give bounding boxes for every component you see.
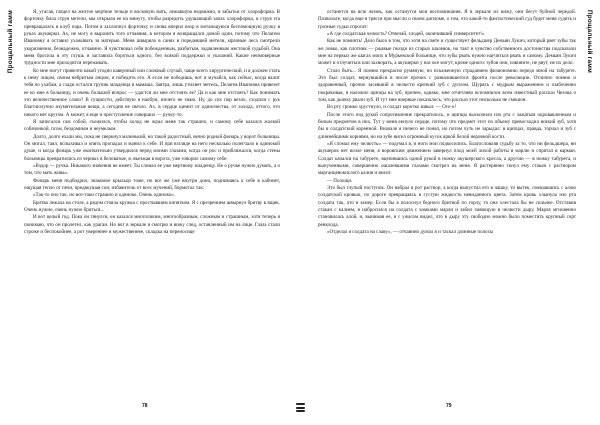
paragraph: «Отделал я солдата на славу», — отчаянно думал я и таскал длинные полосы (327, 228, 494, 235)
paragraph: Как не помнить! Дело было в том, что хотя на свете и существует фельдшер Демьян Лукич, который рвет зубы так же ловко, как плотник — ржавые гвозди из старых шалевок, но такт и чувство собственного достоинства подсказали мне на первых же шагах моих в Мурьевской больнице, что зубы рвать нужно научиться рвать и самому. Демьян Лукич может и отлучиться или захворать, а акушерки у нас все могут, кроме одного: зубов они, извините, не рвут, не их дело. (318, 38, 576, 67)
paragraph: «Так-то оно так, но все-таки страшно и одиноко. Очень одиноко». (33, 192, 176, 199)
page-number-left: 78 (142, 403, 148, 409)
paragraph: «А где солдатская челюсть? Отвечай, злодей, окончивший университет!» (327, 30, 485, 37)
right-page (300, 0, 600, 425)
paragraph: Фонарь меня подбодрил, знакомое крыльцо тоже, но все же уже внутри дома, поднимаясь к себе в кабинет, ощущая тепло от печи, предвкушая сон, избавитель от всех мучений, бормотал так: (24, 177, 280, 191)
left-page-text (24, 9, 280, 401)
menu-icon-bar (296, 407, 305, 409)
right-page-text (318, 9, 576, 401)
menu-icon-bar (296, 403, 305, 405)
paragraph: останется на всю жизнь, как останутся мои воспоминания. Я в зеркале их вижу, они бегут буйной чередой. Позвольте, когда еще я трясся при мысли о своем дипломе, о том, что какой-то фантастический суд будет меня судить и грозные судьи спросят: (318, 9, 576, 30)
menu-icon[interactable] (296, 403, 305, 412)
paragraph: Это был глупый поступок. Он набрал в рот раствор, а когда выпустил его в чашку, то вытек, смешавшись с алою солдатской кровью, по дороге превращаясь в густую жидкость невиданного цвета. Затем кровь хлынула изо рта солдата так, что я замер. Если бы я полоснул бедного бритвой по горлу, то она хлестала бы не сильнее. Отставив стакан с калием, я набросился на солдата с комками марли и забил зияющую в челюсти дыру. Марля мгновенно становилась алой, и, вынимая ее, я с ужасом видел, что в дыру эту свободно можно было поместить крупный сорт ренклода. (318, 184, 576, 228)
running-head-left: Прощальный гамм (7, 10, 14, 74)
menu-icon-bar (296, 410, 305, 412)
page-number-right: 79 (446, 403, 452, 409)
paragraph: «Вздор — ручка. Никакого значения не имеет. Ты сломал ее уже мертвому младенцу. Не о ручке нужно думать, а о том, что мать жива». (24, 162, 280, 177)
paragraph: Долго, долго ехали мы, пока не сверкнул маленький, но такой радостный, вечно родной фонарь у ворот больницы. Он мигал, таял, вспыхивал и опять пропадал и манил к себе. И при взгляде на него несколько полегчало в одинокой душе, и когда фонарь уже окончательно утвердился перед моими глазами, когда он рос и приближался, когда стены больницы превратились из черных в беловатые, я, въезжая в ворота, уже говорил самому себе: (24, 133, 280, 162)
paragraph: Я, угасая, глядел на желтое мертвое тельце и восковую мать, лежавшую недвижно, в забытьи от хлороформа. В форточку била струя метели, мы открыли ее на минуту, чтобы разредить удушающий запах хлороформа, и струя эта превращалась в клуб пара. Потом я захлопнул форточку и снова вперил взор в мотающуюся беспомощную ручку в руках акушерки. Ах, не могу я выразить того отчаяния, в котором я возвращался домой один, потому что Пелагею Ивановну я оставил ухаживать за матерью. Меня швыряло в санях в поредевшей метели, мрачные леса смотрели укоризненно, безнадежно, отчаянно. Я чувствовал себя побежденным, разбитым, задавленным жестокой судьбой. Она меня бросила в эту глушь и заставила бороться одного, без всякой поддержки и указаний. Какие неимоверные трудности мне приходится переживать. (24, 9, 280, 67)
running-head-right: Прощальный гамм (586, 10, 593, 74)
paragraph: Я записался сам собой, съежился, чтобы холод не жрал меня так страшно, и самому себе казался жалкой собачонкой, псом, бездомным и неумелым. (24, 118, 280, 133)
paragraph: Ко мне могут привезти какой угодно каверзный или сложный случай, чаще всего хирургический, и я должен стать к нему лицом, своим небритым лицом, и победить его. А если не победишь, вот и мучайся, как сейчас, когда валит тебя по ухабам, а сзади остался трупик младенца и мамаша. Завтра, лишь утихнет метель, Пелагея Ивановна привезет ее ко мне в больницу, и очень большой вопрос — удастся ли мне отстоять ее? Да и как мне отстоять? Как понимать это величественное слово? В сущности, действую я наобум, ничего не знаю. Ну, до сих пор везло, сходили с рук благополучно изумительные вещи, а сегодня не свезло. Ах, в сердце щемит от одиночества, от холода, оттого, что никого нет кругом. А может, я еще и преступление совершил — ручку-то. (24, 67, 280, 118)
paragraph: Стало быть... Я помню прекрасно румяную, но искаженную страданием физиономию передо мной на табурете. Это был солдат, вернувшийся в числе прочих с развалившегося фронта после революции. Отлично помню и здоровенный, прочно засевший в челюсти крепкий зуб с дуплом. Щурясь с мудрым выражением и озабоченно покрякивая, я наложил щипцы на зуб, причем, однако, мне отчетливо вспомнился всем известный рассказ Чехова о том, как дьячку рвали зуб. И тут мне впервые показалось, что рассказ этот нисколько не смешон. (318, 67, 576, 103)
paragraph: И вот целый год. Пока он тянулся, он казался многоликим, многообразным, сложным и страшным, хотя теперь я понимаю, что он пролетел, как ураган. Но вот в зеркале я смотрю и вижу след, оставленный им на лице. Глаза стали строже и беспокойнее, а рот увереннее и мужественнее, складка на переносице (24, 214, 280, 235)
paragraph: Во рту громко хрустнуло, и солдат коротко взвыл: — Ого-о! (327, 104, 457, 111)
paragraph: «Я сломал ему челюсть» — подумал я, и ноги мои подкосились. Благословляя судьбу за то, что ни фельдшера, ни акушерок нет возле меня, я воровским движением завернул плод моей лихой работы в марлю и спрятал в карман. Солдат качался на табурете, вцепившись одной рукой в ножку акушерского кресла, а другою — в ножку табурета, и выпученными, совершенно ошалевшими глазами смотрел на меня. Я растерянно ткнул ему стакан с раствором марганцевокислого калия и велел: (318, 140, 576, 177)
paragraph: После этого под рукой сопротивление прекратилось, и щипцы выскочили изо рта с зажатым окровавленным и белым предметом в них. Тут у меня екнуло сердце, потому что предмет этот по объему превосходил всякий зуб, хотя бы и солдатский коренной. Вначале я ничего не понял, но потом чуть не зарыдал: в щипцах, правда, торчал и зуб с длиннейшими корнями, но на зубе висел огромный кусок яркой белой неровной кости. (318, 111, 576, 140)
paragraph: Бритва лежала на столе, а рядом стояла кружка с простывшим кипятком. Я с презрением швырнул бритву в ящик. Очень нужно, очень нужно бриться... (24, 199, 280, 213)
paragraph: — Полощи. (327, 177, 353, 184)
